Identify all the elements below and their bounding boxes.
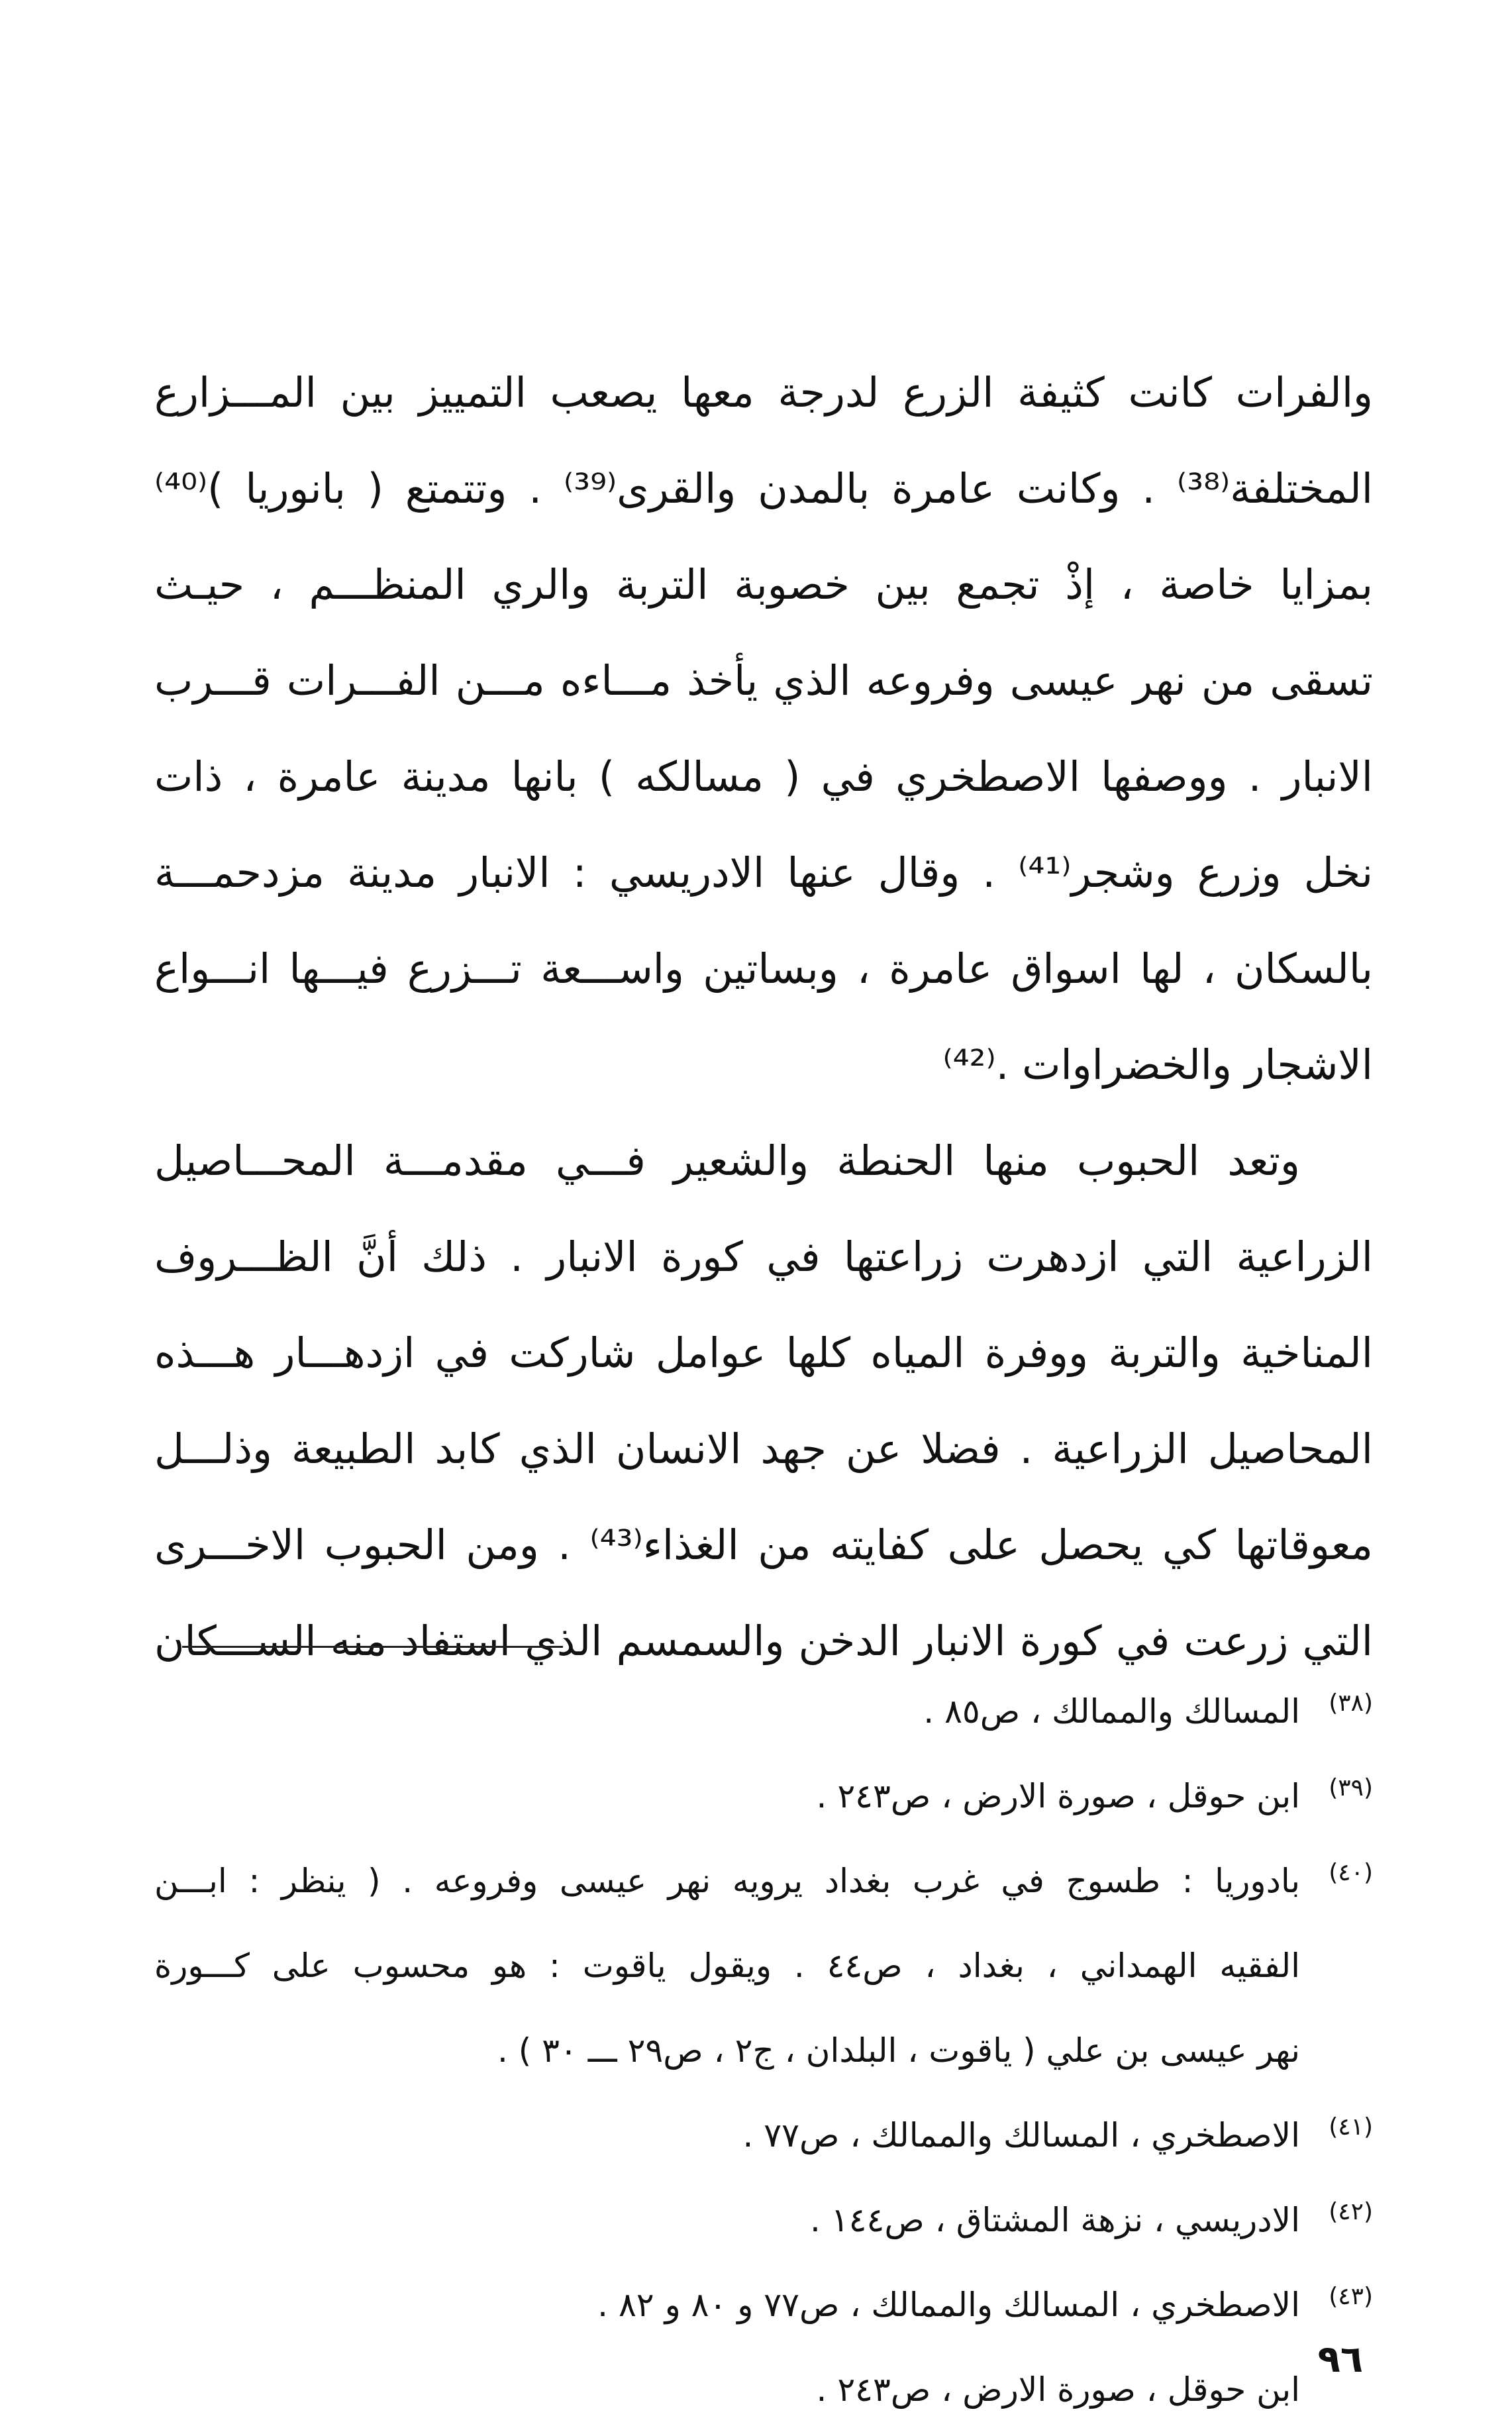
footnote-text: بادوريا : طسوج في غرب بغداد يرويه نهر عيسى وفروعه . ( ينظر : ابـــن xyxy=(154,1862,1300,1900)
footnote-text: نهر عيسى بن علي ( ياقوت ، البلدان ، ج٢ ، ص٢٩ ـــ ٣٠ ) . xyxy=(497,2031,1300,2070)
footnote-separator xyxy=(182,1646,563,1648)
footnote-38 xyxy=(154,1669,1373,1754)
footnote-number: (٣٩) xyxy=(1329,1774,1373,1801)
text-line: وتعد الحبوب منها الحنطة والشعير فـــي مقدمـــة المحـــاصيل xyxy=(154,1137,1300,1185)
footnote-text: الاصطخري ، المسالك والممالك ، ص٧٧ و ٨٠ و ٨٢ . xyxy=(597,2286,1300,2324)
text-line: تسقى من نهر عيسى وفروعه الذي يأخذ مـــاءه مـــن الفـــرات قـــرب xyxy=(154,656,1373,705)
text-line: المناخية والتربة ووفرة المياه كلها عوامل شاركت في ازدهـــار هـــذه xyxy=(154,1329,1373,1377)
footnote-41 xyxy=(154,2093,1373,2178)
footnote-39 xyxy=(154,1754,1373,1839)
text-line: المختلفة⁽³⁸⁾ . وكانت عامرة بالمدن والقرى⁽³⁹⁾ . وتتمتع ( بانوريا )⁽⁴⁰⁾ xyxy=(154,464,1373,513)
footnote-text: ابن حوقل ، صورة الارض ، ص٢٤٣ . xyxy=(816,1777,1300,1815)
text-line: الانبار . ووصفها الاصطخري في ( مسالكه ) بانها مدينة عامرة ، ذات xyxy=(154,752,1373,801)
footnote-40 xyxy=(154,1839,1373,1923)
text-line: الزراعية التي ازدهرت زراعتها في كورة الانبار . ذلك أنَّ الظـــروف xyxy=(154,1233,1373,1281)
footnote-text: الادريسي ، نزهة المشتاق ، ص١٤٤ . xyxy=(809,2201,1300,2239)
footnote-text: الفقيه الهمداني ، بغداد ، ص٤٤ . ويقول ياقوت : هو محسوب على كـــورة xyxy=(154,1947,1300,1985)
footnote-42 xyxy=(154,2178,1373,2262)
text-line: بمزايا خاصة ، إذْ تجمع بين خصوبة التربة والري المنظـــم ، حيـث xyxy=(154,560,1373,609)
text-line: والفرات كانت كثيفة الزرع لدرجة معها يصعب التمييز بين المـــزارع xyxy=(154,368,1373,417)
body-text xyxy=(154,344,1373,1689)
footnote-40-continued xyxy=(154,2008,1373,2093)
footnote-number: (٤٠) xyxy=(1329,1859,1373,1886)
text-line: الاشجار والخضراوات .⁽⁴²⁾ xyxy=(942,1040,1373,1089)
footnote-40-continued xyxy=(154,1923,1373,2008)
footnote-43-continued xyxy=(154,2347,1373,2432)
text-line: التي زرعت في كورة الانبار الدخن والسمسم الذي استفاد منه الســـكان xyxy=(154,1617,1373,1665)
footnote-number: (٤٣) xyxy=(1329,2283,1373,2310)
footnote-43 xyxy=(154,2262,1373,2347)
footnote-text: الاصطخري ، المسالك والممالك ، ص٧٧ . xyxy=(742,2116,1300,2154)
footnotes xyxy=(154,1669,1373,2432)
footnote-number: (٤٢) xyxy=(1329,2198,1373,2225)
footnote-number: (٤١) xyxy=(1329,2113,1373,2141)
page-number: ٩٦ xyxy=(1317,2338,1363,2381)
text-line: المحاصيل الزراعية . فضلا عن جهد الانسان الذي كابد الطبيعة وذلـــل xyxy=(154,1425,1373,1473)
text-line: نخل وزرع وشجر⁽⁴¹⁾ . وقال عنها الادريسي : الانبار مدينة مزدحمـــة xyxy=(154,848,1373,897)
footnote-text: ابن حوقل ، صورة الارض ، ص٢٤٣ . xyxy=(816,2370,1300,2409)
paragraph-2 xyxy=(154,1113,1373,1689)
footnote-number: (٣٨) xyxy=(1329,1690,1373,1717)
footnote-text: المسالك والممالك ، ص٨٥ . xyxy=(923,1692,1300,1731)
text-line: بالسكان ، لها اسواق عامرة ، وبساتين واســـعة تـــزرع فيـــها انـــواع xyxy=(154,944,1373,993)
text-line: معوقاتها كي يحصل على كفايته من الغذاء⁽⁴³⁾ . ومن الحبوب الاخـــرى xyxy=(154,1521,1373,1569)
paragraph-1 xyxy=(154,344,1373,1113)
